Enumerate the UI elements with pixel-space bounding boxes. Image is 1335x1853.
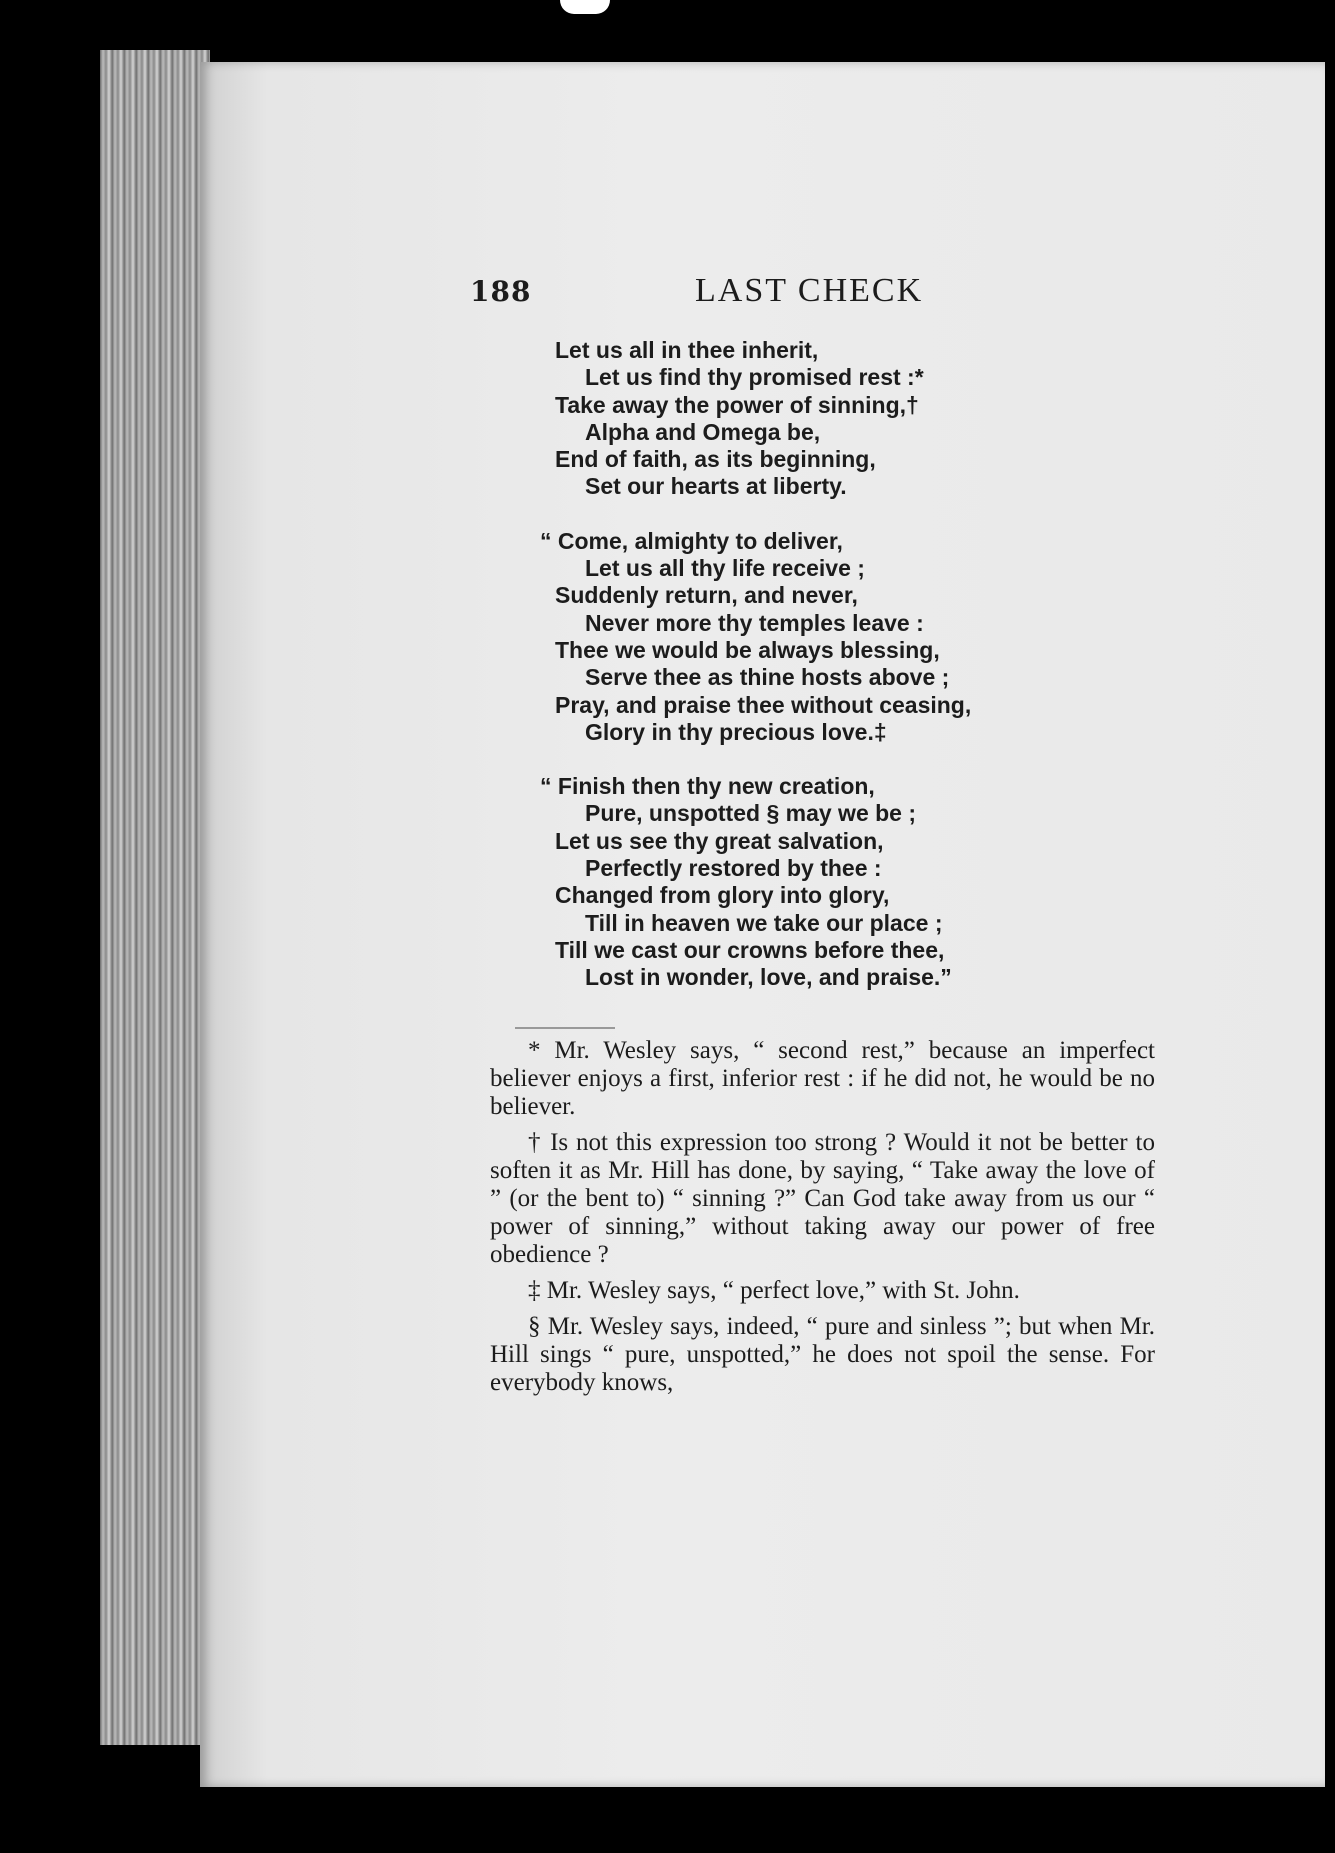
stanza-3 [540,773,971,991]
poem-line: Set our hearts at liberty. [585,473,847,500]
poem-line: End of faith, as its beginning, [555,446,876,473]
poem-line: Never more thy temples leave : [585,609,924,636]
page-number: 188 [470,275,532,308]
poem-line: Glory in thy precious love.‡ [585,718,887,745]
poem-line: Pray, and praise thee without ceasing, [555,691,972,718]
poem-line: Pure, unspotted § may we be ; [585,800,917,827]
stanza-2 [540,527,972,746]
footnote: † Is not this expression too strong ? Would it not be better to soften it as Mr. Hill has done, by saying, “ Take away the love of ” (or the bent to) “ sinning ?” Can God take away from us our “ power of sinning,” without taking away our power of free obedience ? [490,1129,1155,1268]
poem-line: Till in heaven we take our place ; [585,909,943,936]
footnotes [490,1037,1155,1405]
footnote: ‡ Mr. Wesley says, “ perfect love,” with St. John. [528,1277,1020,1304]
poem-line: Serve thee as thine hosts above ; [585,664,950,691]
poem-line: Let us all thy life receive ; [585,555,865,582]
running-head [470,272,930,315]
poem-line: Take away the power of sinning,† [555,391,919,418]
scan-artifact [560,0,610,14]
poem-line: Alpha and Omega be, [585,418,821,445]
footnote: * Mr. Wesley says, “ second rest,” because an imperfect believer enjoys a first, inferior rest : if he did not, he would be no believer. [490,1037,1155,1120]
poem-line: Let us find thy promised rest :* [585,364,924,391]
poem-line: Suddenly return, and never, [555,582,858,609]
footnote: § Mr. Wesley says, indeed, “ pure and sinless ”; but when Mr. Hill sings “ pure, unspotted,” he does not spoil the sense. For everybody knows, [490,1313,1155,1396]
poem-line: “ Come, almighty to deliver, [540,527,843,554]
footnote-divider [515,1027,615,1029]
poem-line: Let us see thy great salvation, [555,827,884,854]
poem-line: Changed from glory into glory, [555,882,890,909]
poem-line: Perfectly restored by thee : [585,855,882,882]
book-page-edges [100,50,210,1745]
poem-line: Till we cast our crowns before thee, [555,936,945,963]
running-title: LAST CHECK [695,272,924,309]
poem-line: “ Finish then thy new creation, [540,773,875,800]
stanza-1 [555,337,971,501]
hymn-poem [540,337,972,992]
poem-line: Let us all in thee inherit, [555,337,819,363]
poem-line: Thee we would be always blessing, [555,636,940,663]
poem-line: Lost in wonder, love, and praise.” [585,964,952,991]
